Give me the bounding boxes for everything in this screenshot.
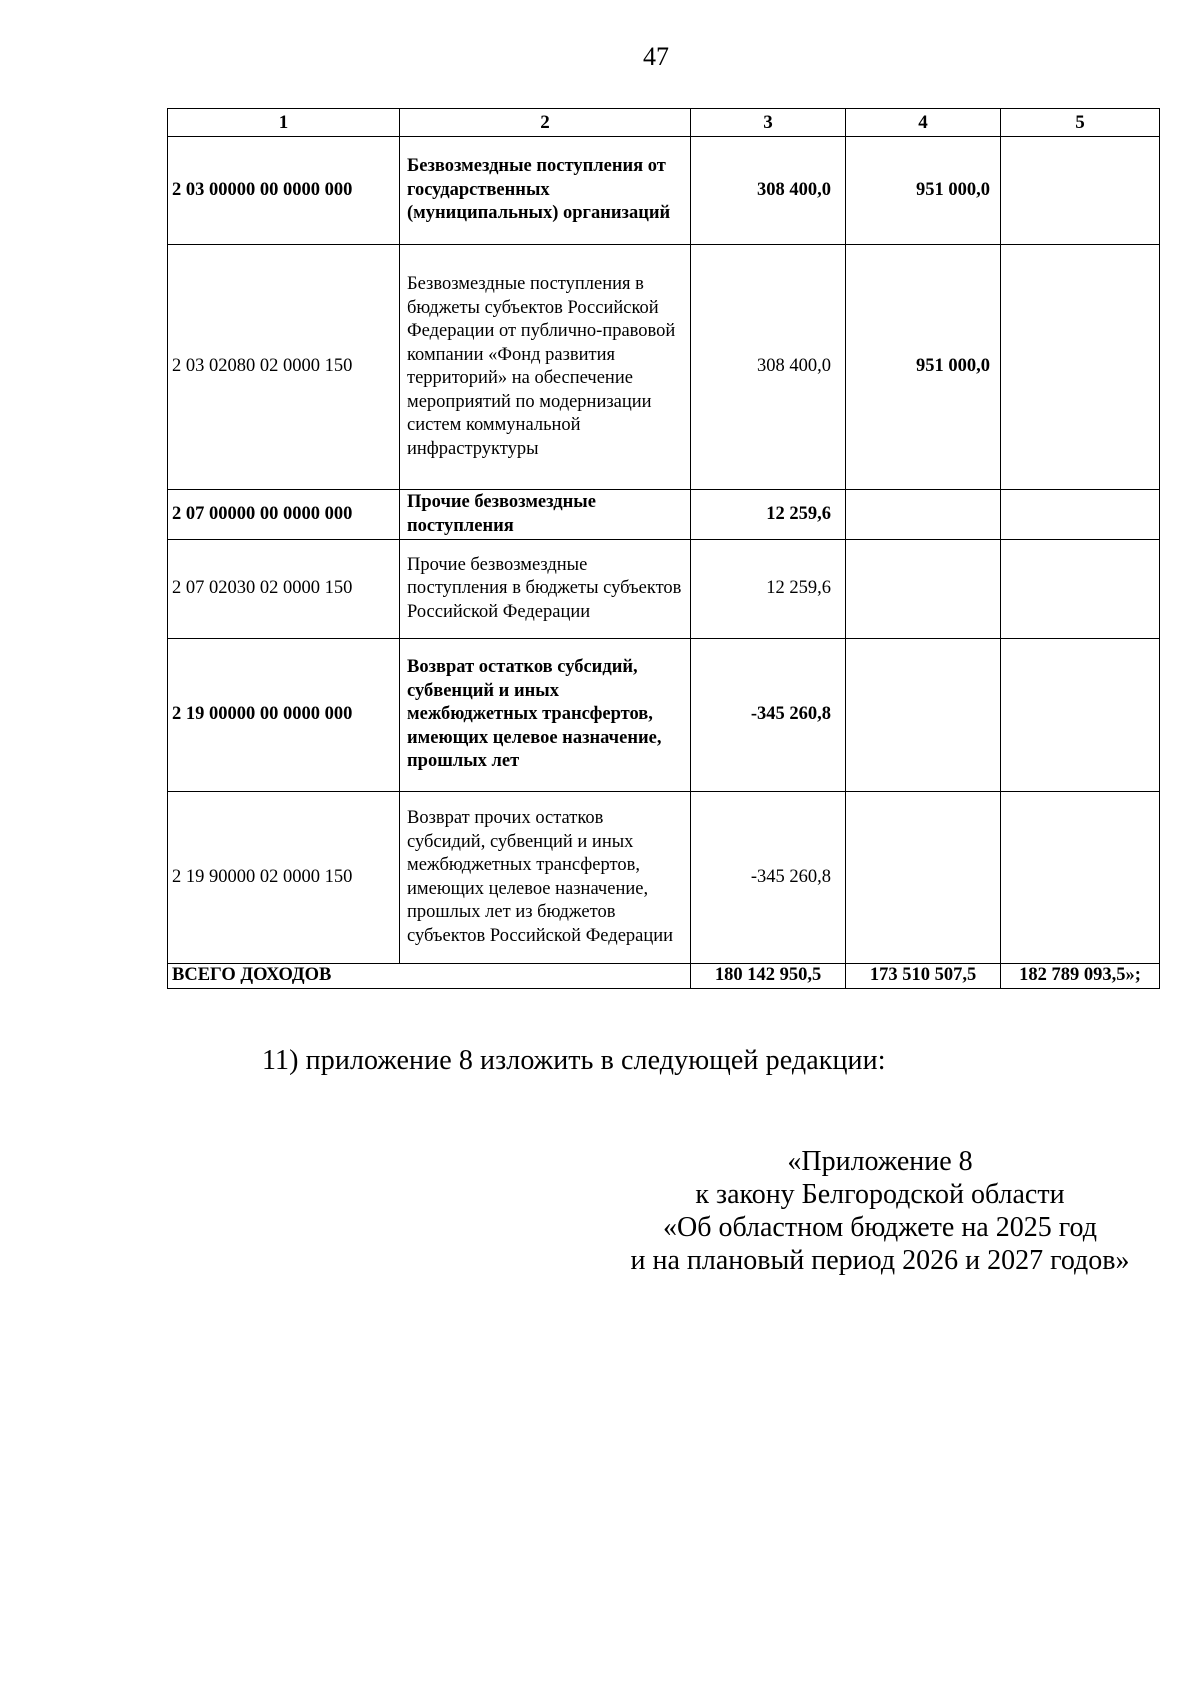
row-value-col5 [1001,137,1160,245]
header-col-4: 4 [846,109,1001,137]
row-value-col3: 12 259,6 [691,490,846,540]
appendix-line-3: «Об областном бюджете на 2025 год [663,1212,1097,1243]
total-value-col4: 173 510 507,5 [846,964,1001,989]
row-value-col4 [846,792,1001,964]
row-value-col4 [846,540,1001,639]
table-header-row [168,109,1160,137]
header-col-1: 1 [168,109,400,137]
row-name: Возврат остатков субсидий, субвенций и иных межбюджетных трансфертов, имеющих целевое назначение, прошлых лет [400,639,691,792]
row-code: 2 19 00000 00 0000 000 [168,639,400,792]
row-value-col3: 12 259,6 [691,540,846,639]
row-name: Возврат прочих остатков субсидий, субвенций и иных межбюджетных трансфертов, имеющих целевое назначение, прошлых лет из бюджетов субъектов Российской Федерации [400,792,691,964]
row-value-col5 [1001,639,1160,792]
row-value-col3: -345 260,8 [691,639,846,792]
row-value-col5 [1001,490,1160,540]
row-code: 2 03 02080 02 0000 150 [168,245,400,490]
row-name: Безвозмездные поступления в бюджеты субъектов Российской Федерации от публично-правовой компании «Фонд развития территорий» на обеспечение мероприятий по модернизации систем коммунальной инфраструктуры [400,245,691,490]
revenue-table [167,108,1160,989]
appendix-heading [620,1145,1140,1277]
table-row [168,639,1160,792]
row-value-col5 [1001,245,1160,490]
row-name: Прочие безвозмездные поступления в бюджеты субъектов Российской Федерации [400,540,691,639]
row-code: 2 07 00000 00 0000 000 [168,490,400,540]
row-value-col4: 951 000,0 [846,245,1001,490]
row-value-col4 [846,639,1001,792]
revenue-table-container [167,108,1159,989]
row-value-col4 [846,490,1001,540]
row-value-col3: 308 400,0 [691,245,846,490]
row-value-col3: -345 260,8 [691,792,846,964]
header-col-5: 5 [1001,109,1160,137]
table-row [168,792,1160,964]
table-row [168,245,1160,490]
header-col-3: 3 [691,109,846,137]
table-row [168,137,1160,245]
table-row [168,540,1160,639]
row-value-col5 [1001,792,1160,964]
row-value-col3: 308 400,0 [691,137,846,245]
page-number: 47 [643,42,669,71]
appendix-line-1: «Приложение 8 [787,1146,973,1177]
header-col-2: 2 [400,109,691,137]
row-value-col5 [1001,540,1160,639]
appendix-line-2: к закону Белгородской области [695,1179,1065,1210]
instruction-text: 11) приложение 8 изложить в следующей редакции: [262,1045,886,1076]
table-row [168,490,1160,540]
row-code: 2 03 00000 00 0000 000 [168,137,400,245]
total-value-col5: 182 789 093,5»; [1001,964,1160,989]
total-label: ВСЕГО ДОХОДОВ [168,964,691,989]
total-row [168,964,1160,989]
row-name: Прочие безвозмездные поступления [400,490,691,540]
row-code: 2 07 02030 02 0000 150 [168,540,400,639]
appendix-line-4: и на плановый период 2026 и 2027 годов» [630,1245,1130,1276]
row-name: Безвозмездные поступления от государственных (муниципальных) организаций [400,137,691,245]
total-value-col3: 180 142 950,5 [691,964,846,989]
row-code: 2 19 90000 02 0000 150 [168,792,400,964]
row-value-col4: 951 000,0 [846,137,1001,245]
